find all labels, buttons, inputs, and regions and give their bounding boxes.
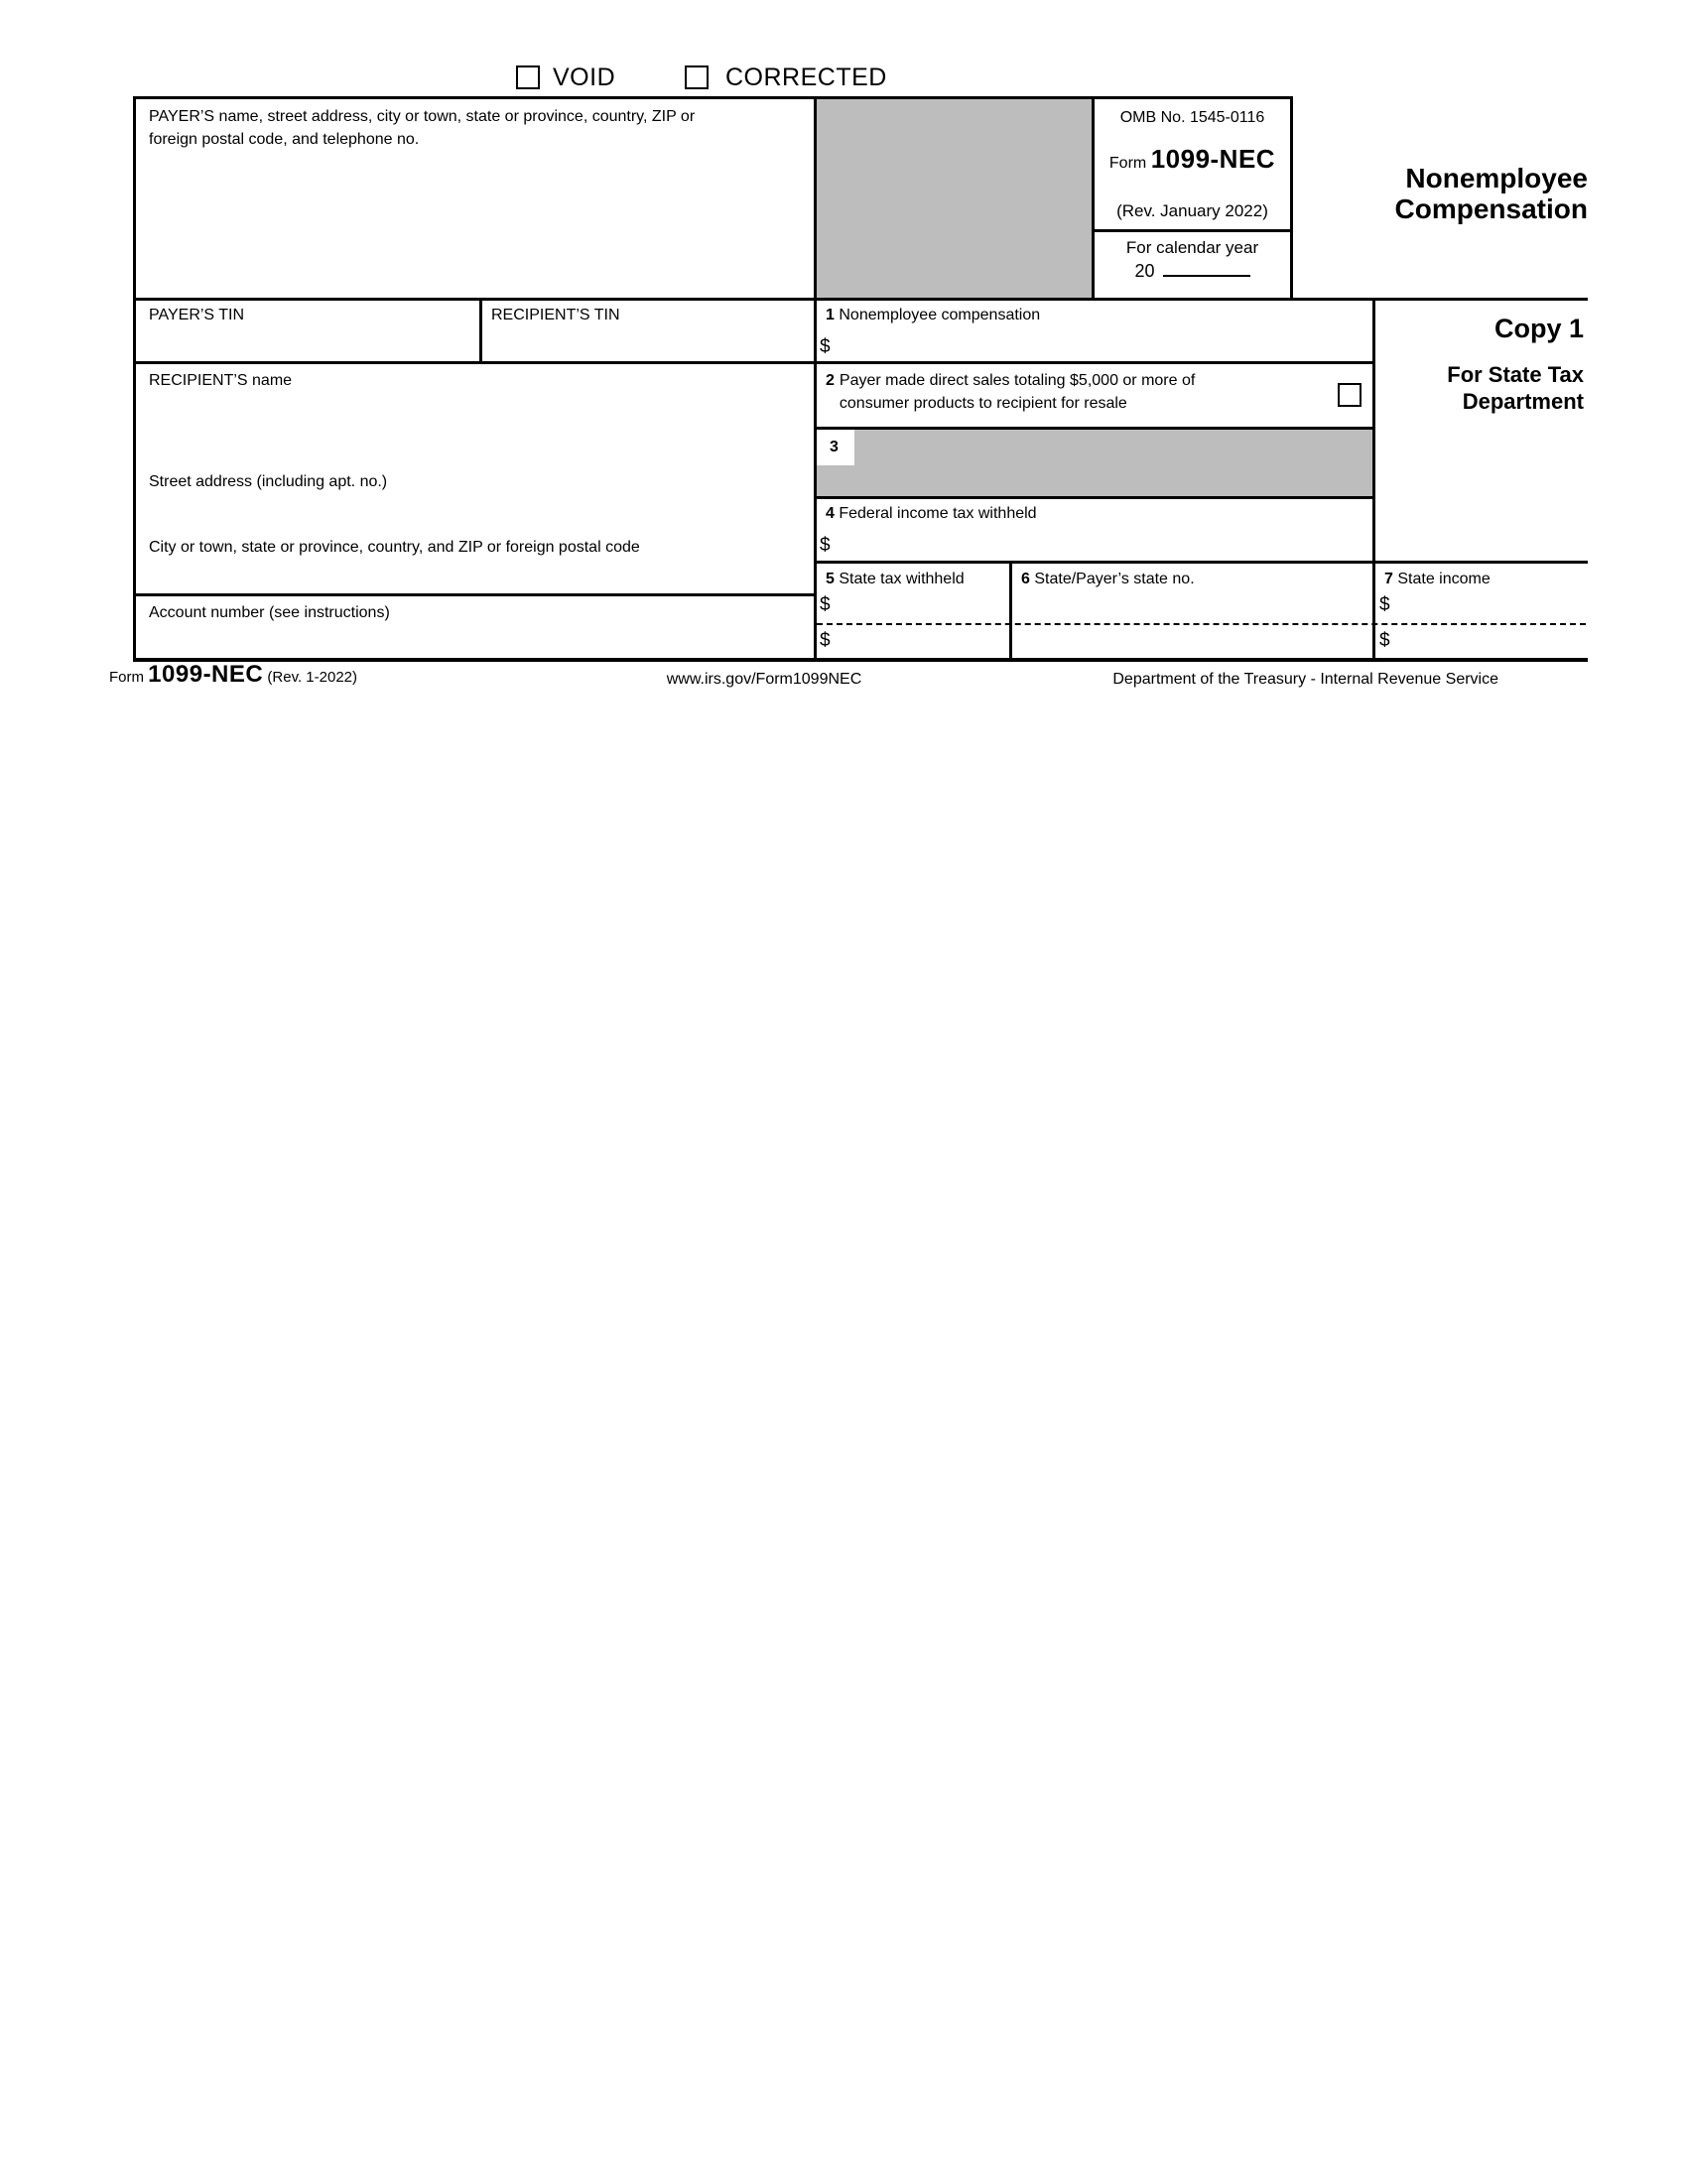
box4-amount-input[interactable] <box>842 533 1365 557</box>
box5-dollar-sign-2: $ <box>820 630 831 651</box>
rule-omb-calendar-divider <box>1092 229 1293 232</box>
box1-amount-input[interactable] <box>842 333 1365 357</box>
box2-number: 2 <box>826 372 835 389</box>
box7-amount-input-2[interactable] <box>1401 627 1585 653</box>
footer-form-id <box>109 661 357 689</box>
box6-number: 6 <box>1021 571 1030 587</box>
rule-box5-box6-divider <box>1009 561 1012 662</box>
year-prefix: 20 <box>1134 261 1155 281</box>
account-number-label: Account number (see instructions) <box>149 604 390 621</box>
corrected-checkbox[interactable] <box>685 65 709 89</box>
city-state-zip-label: City or town, state or province, country, and ZIP or foreign postal code <box>149 539 640 556</box>
rule-row-tin-bottom <box>133 361 1375 364</box>
payer-info-label: PAYER’S name, street address, city or town, state or province, country, ZIP or foreign postal code, and telephone no. <box>149 108 696 149</box>
rule-box2-bottom <box>814 427 1375 430</box>
border-top <box>133 96 1293 99</box>
copy-label: Copy 1 <box>1493 314 1584 343</box>
rule-row-tin-top <box>133 298 1588 301</box>
form-number: 1099-NEC <box>1150 144 1276 174</box>
rule-box4-bottom <box>814 561 1588 564</box>
box6-label: 6 State/Payer’s state no. <box>1021 571 1195 587</box>
payer-info-input[interactable] <box>149 159 804 293</box>
rule-box3-bottom <box>814 496 1375 499</box>
box5-label: 5 State tax withheld <box>826 571 965 587</box>
box7-number: 7 <box>1384 571 1393 587</box>
footer-department: Department of the Treasury - Internal Revenue Service <box>1112 671 1498 688</box>
amount-row-dashed-divider <box>817 623 1586 625</box>
calendar-year-label: For calendar year <box>1125 238 1259 257</box>
box7-dollar-sign-2: $ <box>1379 630 1390 651</box>
footer-form-word: Form <box>109 669 144 686</box>
void-label: VOID <box>553 64 616 91</box>
recipient-tin-label: RECIPIENT’S TIN <box>491 307 620 323</box>
box2-label: 2 Payer made direct sales totaling $5,000 or more of consumer products to recipient for resale <box>826 369 1292 415</box>
box3-number: 3 <box>830 439 839 455</box>
calendar-year-input[interactable] <box>1163 262 1250 277</box>
rule-tin-divider <box>479 298 482 364</box>
recipient-tin-input[interactable] <box>485 325 811 358</box>
footer-revision: (Rev. 1-2022) <box>267 669 357 686</box>
copy-recipient-line1: For State Tax <box>1447 362 1584 387</box>
form-revision: (Rev. January 2022) <box>1116 201 1268 220</box>
copy-block <box>1379 314 1584 414</box>
box6-state-no-input-2[interactable] <box>1016 627 1368 653</box>
box5-number: 5 <box>826 571 835 587</box>
city-state-zip-input[interactable] <box>139 559 810 590</box>
box5-amount-input-1[interactable] <box>842 593 1005 619</box>
box1-dollar-sign: $ <box>820 336 831 357</box>
box5-amount-input-2[interactable] <box>842 627 1005 653</box>
form-title-line2: Compensation <box>1394 193 1588 224</box>
rule-copy-column-left <box>1372 298 1375 662</box>
payer-tin-label: PAYER’S TIN <box>149 307 245 323</box>
box1-number: 1 <box>826 307 835 323</box>
form-word: Form <box>1108 155 1147 172</box>
box7-label: 7 State income <box>1384 571 1491 587</box>
form-title-line1: Nonemployee <box>1405 163 1588 193</box>
street-address-input[interactable] <box>139 493 810 531</box>
rule-account-top <box>133 593 817 596</box>
box7-amount-input-1[interactable] <box>1401 593 1585 619</box>
box2-direct-sales-checkbox[interactable] <box>1338 383 1362 407</box>
form-number-block <box>1095 144 1290 175</box>
box6-state-no-input-1[interactable] <box>1016 593 1368 619</box>
form-title <box>1290 163 1588 224</box>
account-number-input[interactable] <box>139 624 810 654</box>
box5-dollar-sign-1: $ <box>820 594 831 615</box>
box4-label: 4 Federal income tax withheld <box>826 505 1037 522</box>
corrected-label: CORRECTED <box>725 64 887 91</box>
box4-number: 4 <box>826 505 835 522</box>
copy-recipient <box>1447 361 1584 415</box>
calendar-year-row <box>1095 261 1290 282</box>
copy-recipient-line2: Department <box>1462 389 1584 414</box>
footer-form-number: 1099-NEC <box>148 661 264 688</box>
box1-label: 1 Nonemployee compensation <box>826 307 1041 323</box>
box4-dollar-sign: $ <box>820 535 831 556</box>
recipient-name-label: RECIPIENT’S name <box>149 372 293 389</box>
rule-middle-column-left <box>814 96 817 662</box>
omb-number: OMB No. 1545-0116 <box>1119 109 1265 126</box>
recipient-name-input[interactable] <box>139 392 810 463</box>
payer-tin-input[interactable] <box>139 325 476 358</box>
shaded-area-top <box>817 99 1092 298</box>
footer-url: www.irs.gov/Form1099NEC <box>666 671 862 688</box>
box7-dollar-sign-1: $ <box>1379 594 1390 615</box>
border-left <box>133 96 136 662</box>
void-checkbox[interactable] <box>516 65 540 89</box>
street-address-label: Street address (including apt. no.) <box>149 473 388 490</box>
box3-shaded-area <box>817 430 1372 496</box>
